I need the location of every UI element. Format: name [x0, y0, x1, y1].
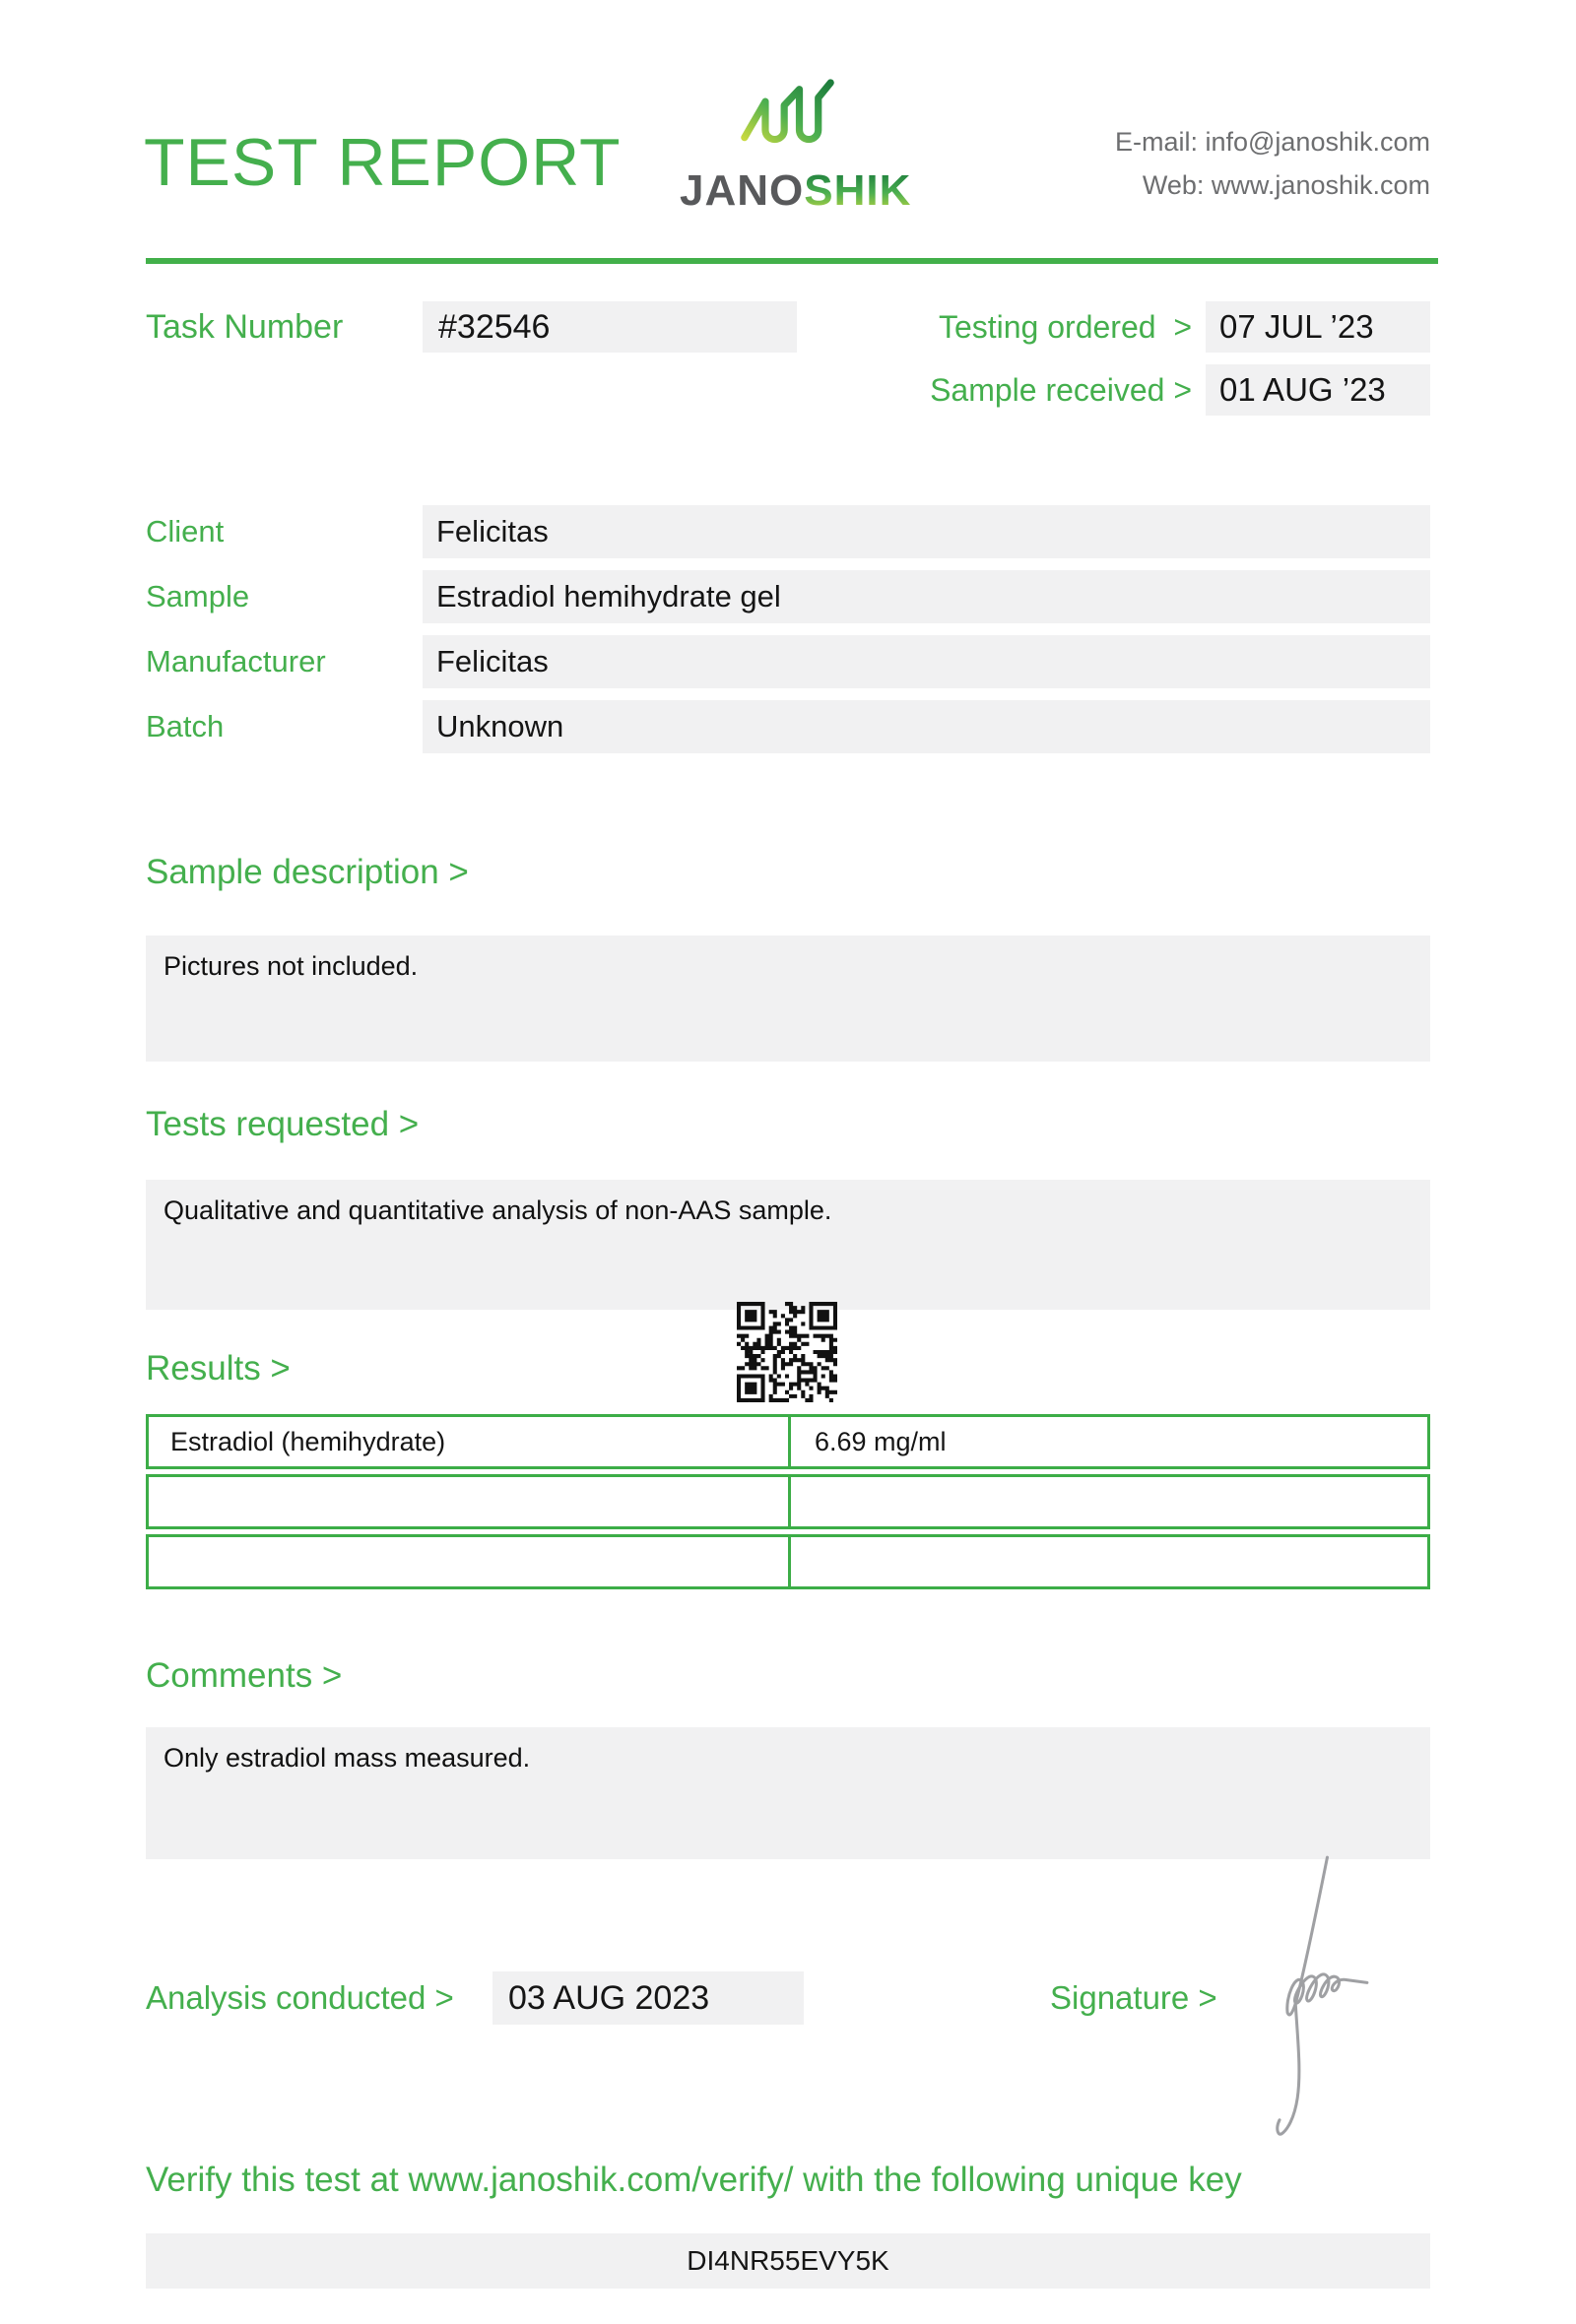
logo-text-jano: JANO — [680, 166, 805, 215]
page-title: TEST REPORT — [144, 125, 622, 200]
results-heading: Results > — [146, 1349, 291, 1388]
empty-cell — [791, 1537, 1427, 1586]
comments-text: Only estradiol mass measured. — [164, 1743, 531, 1773]
sample-value: Estradiol hemihydrate gel — [423, 570, 1430, 623]
results-table — [146, 1414, 1430, 1594]
task-number-label: Task Number — [146, 308, 344, 346]
logo-wordmark — [680, 166, 912, 216]
comments-heading: Comments > — [146, 1656, 343, 1695]
client-label: Client — [146, 514, 225, 549]
manufacturer-label: Manufacturer — [146, 644, 326, 678]
contact-info — [1115, 120, 1430, 207]
contact-email: E-mail: info@janoshik.com — [1114, 127, 1430, 157]
empty-cell — [149, 1537, 791, 1586]
client-value: Felicitas — [423, 505, 1430, 558]
results-row-2 — [146, 1474, 1430, 1529]
qr-code — [737, 1302, 837, 1402]
batch-label: Batch — [146, 709, 225, 743]
results-row-1 — [146, 1414, 1430, 1469]
tests-requested-text: Qualitative and quantitative analysis of non-AAS sample. — [164, 1195, 832, 1225]
header-divider — [146, 258, 1438, 264]
signature-image — [1271, 1847, 1387, 2146]
sample-description-heading: Sample description > — [146, 853, 469, 891]
analysis-date-value: 03 AUG 2023 — [492, 1971, 804, 2025]
signature-label: Signature > — [1050, 1979, 1217, 2016]
verify-instruction: Verify this test at www.janoshik.com/verify/ with the following unique key — [146, 2161, 1242, 2199]
sample-received-value: 01 AUG ’23 — [1206, 364, 1430, 416]
analyte-result-cell: 6.69 mg/ml — [815, 1427, 947, 1456]
manufacturer-value: Felicitas — [423, 635, 1430, 688]
chart-growth-icon — [741, 145, 835, 161]
sample-received-label: Sample received > — [930, 372, 1192, 408]
janoshik-logo — [680, 77, 912, 216]
tests-requested-box — [146, 1180, 1430, 1310]
contact-web: Web: www.janoshik.com — [1142, 170, 1430, 200]
sample-description-text: Pictures not included. — [164, 951, 419, 981]
sample-label: Sample — [146, 579, 250, 613]
tests-requested-heading: Tests requested > — [146, 1105, 420, 1143]
testing-ordered-value: 07 JUL ’23 — [1206, 301, 1430, 353]
verify-key: DI4NR55EVY5K — [146, 2233, 1430, 2289]
empty-cell — [149, 1477, 791, 1526]
batch-value: Unknown — [423, 700, 1430, 753]
analyte-name-cell: Estradiol (hemihydrate) — [149, 1417, 791, 1466]
testing-ordered-label: Testing ordered > — [938, 309, 1192, 345]
results-row-3 — [146, 1534, 1430, 1589]
empty-cell — [791, 1477, 1427, 1526]
sample-description-box — [146, 936, 1430, 1062]
comments-box — [146, 1727, 1430, 1859]
task-number-value: #32546 — [423, 301, 797, 353]
logo-text-shik: SHIK — [804, 166, 912, 215]
analysis-conducted-label: Analysis conducted > — [146, 1979, 454, 2016]
